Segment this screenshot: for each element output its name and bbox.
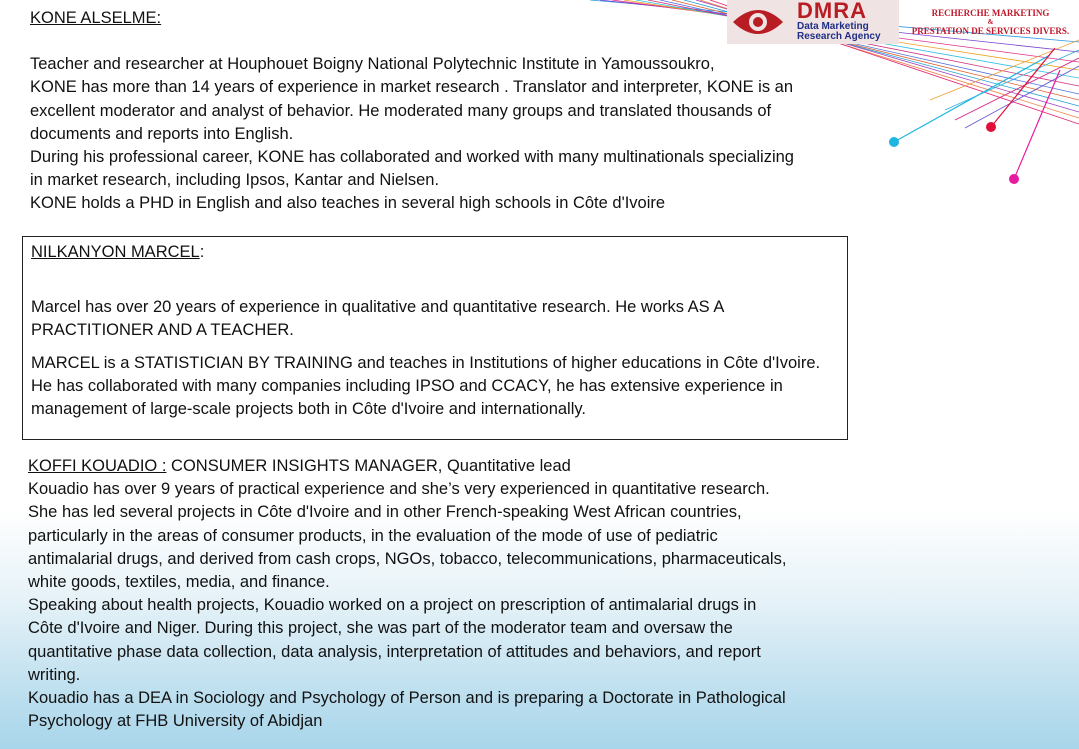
marcel-title-colon: : xyxy=(199,243,205,261)
kone-title: KONE ALSELME: xyxy=(30,9,162,27)
marcel-line: Marcel has over 20 years of experience in qualitative and quantitative research. He works AS A xyxy=(31,298,725,317)
tagline-line-1: RECHERCHE MARKETING xyxy=(931,8,1050,18)
tagline-ampersand: & xyxy=(987,18,994,26)
logo-subtitle-2: Research Agency xyxy=(797,31,881,42)
marcel-line: He has collaborated with many companies including IPSO and CCACY, he has extensive experience in xyxy=(31,376,783,395)
logo-subtitle-1: Data Marketing xyxy=(797,21,869,32)
marcel-title: NILKANYON MARCEL xyxy=(31,243,200,261)
kone-line: KONE has more than 14 years of experience in market research . Translator and interpreter, KONE is an xyxy=(30,78,794,97)
koffi-line: writing. xyxy=(28,665,81,684)
koffi-line: Kouadio has a DEA in Sociology and Psychology of Person and is preparing a Doctorate in Pathological xyxy=(28,689,786,708)
koffi-line: Speaking about health projects, Kouadio worked on a project on prescription of antimalarial drugs in xyxy=(28,596,757,615)
red-dot xyxy=(986,122,996,132)
logo-tagline xyxy=(902,9,1079,36)
tagline-line-2: PRESTATION DE SERVICES DIVERS. xyxy=(911,26,1070,36)
kone-line: KONE holds a PHD in English and also teaches in several high schools in Côte d'Ivoire xyxy=(30,194,666,213)
kone-section xyxy=(30,7,860,216)
kone-line: Teacher and researcher at Houphouet Boigny National Polytechnic Institute in Yamoussoukro, xyxy=(30,55,715,74)
koffi-line: white goods, textiles, media, and finance. xyxy=(28,573,330,592)
kone-line: During his professional career, KONE has collaborated and worked with many multinationals specializing xyxy=(30,148,794,167)
koffi-line: Psychology at FHB University of Abidjan xyxy=(28,712,323,731)
marcel-line: PRACTITIONER AND A TEACHER. xyxy=(31,321,294,340)
kone-line: in market research, including Ipsos, Kantar and Nielsen. xyxy=(30,171,440,190)
magenta-dot xyxy=(1009,174,1019,184)
cyan-dot xyxy=(889,137,899,147)
koffi-line: particularly in the areas of consumer products, in the evaluation of the mode of use of pediatric xyxy=(28,526,718,545)
kone-line: excellent moderator and analyst of behavior. He moderated many groups and translated thousands of xyxy=(30,101,772,120)
koffi-line: Côte d'Ivoire and Niger. During this project, she was part of the moderator team and oversaw the xyxy=(28,619,733,638)
marcel-line: management of large-scale projects both in Côte d'Ivoire and internationally. xyxy=(31,400,586,419)
koffi-line: Kouadio has over 9 years of practical experience and she’s very experienced in quantitative research. xyxy=(28,480,770,499)
koffi-role: CONSUMER INSIGHTS MANAGER, Quantitative lead xyxy=(166,457,571,475)
koffi-line: quantitative phase data collection, data analysis, interpretation of attitudes and behaviors, and report xyxy=(28,642,761,661)
marcel-line: MARCEL is a STATISTICIAN BY TRAINING and teaches in Institutions of higher educations in Côte d'Ivoire. xyxy=(31,353,821,372)
koffi-line: antimalarial drugs, and derived from cash crops, NGOs, tobacco, telecommunications, pharmaceuticals, xyxy=(28,549,787,568)
marcel-section xyxy=(22,236,848,440)
koffi-title: KOFFI KOUADIO : xyxy=(28,457,167,475)
koffi-title-row xyxy=(28,455,868,478)
marcel-title-row xyxy=(31,241,839,264)
koffi-section xyxy=(28,455,868,733)
logo-name: DMRA xyxy=(797,0,867,23)
kone-line: documents and reports into English. xyxy=(30,124,294,143)
koffi-line: She has led several projects in Côte d'Ivoire and in other French-speaking West African countries, xyxy=(28,503,742,522)
